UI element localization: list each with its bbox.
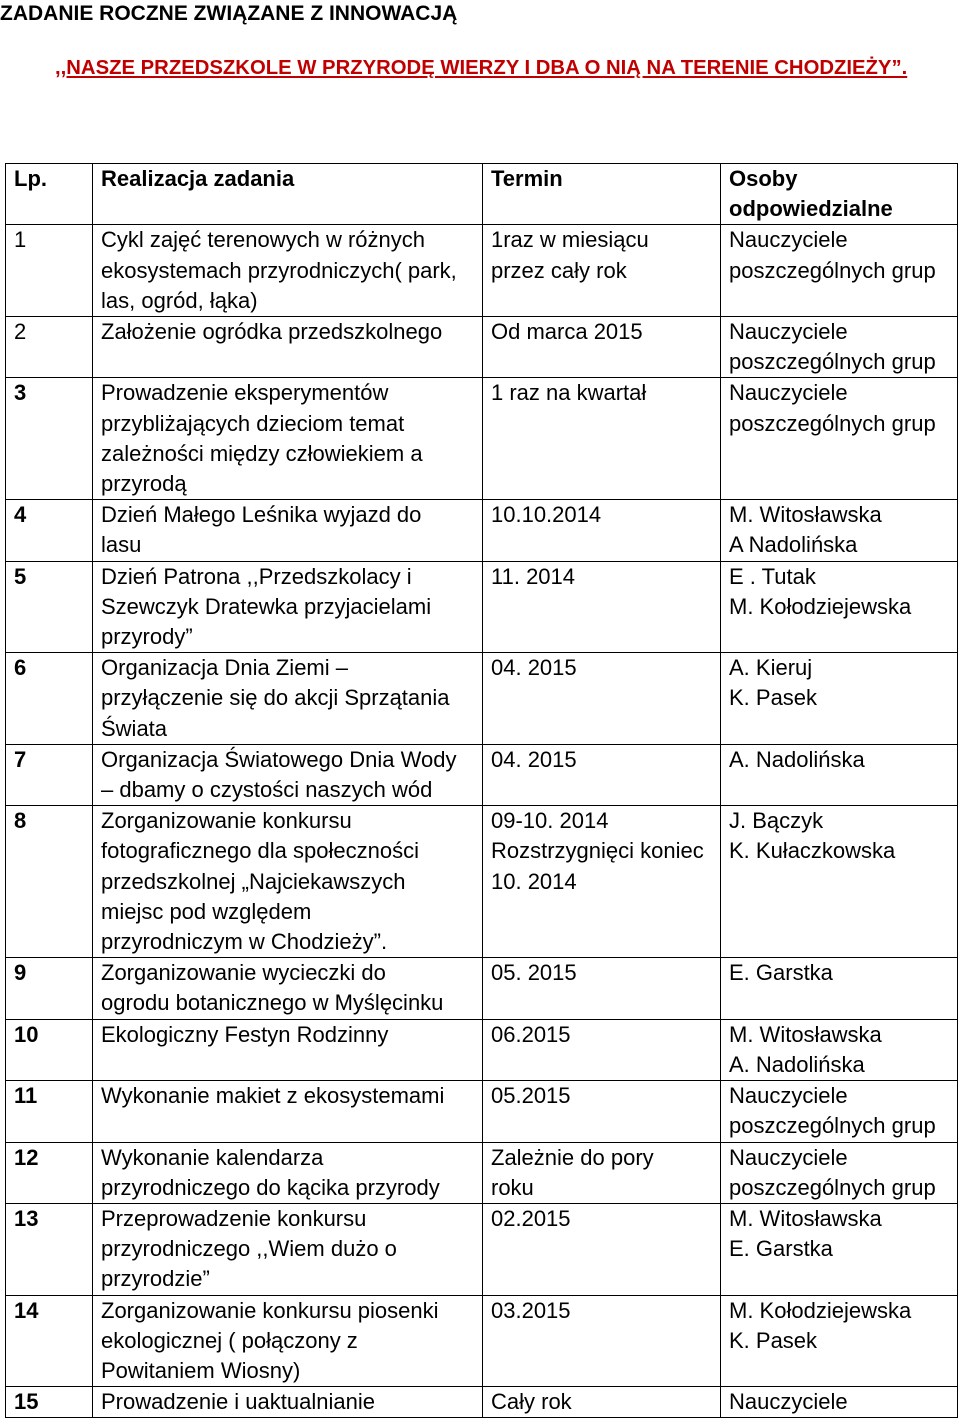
- cell-term: Od marca 2015: [483, 317, 721, 378]
- cell-term: 06.2015: [483, 1019, 721, 1080]
- cell-term: 04. 2015: [483, 744, 721, 805]
- table-row: [6, 225, 958, 317]
- document-title: ZADANIE ROCZNE ZWIĄZANE Z INNOWACJĄ: [0, 2, 458, 25]
- cell-lp: 14: [6, 1295, 93, 1387]
- cell-lp: 2: [6, 317, 93, 378]
- cell-term: 05. 2015: [483, 958, 721, 1019]
- cell-task: Organizacja Dnia Ziemi – przyłączenie się do akcji Sprzątania Świata: [93, 653, 483, 745]
- table-row: [6, 500, 958, 561]
- cell-term: Cały rok: [483, 1387, 721, 1418]
- tasks-table: [5, 163, 958, 1418]
- cell-responsible: Nauczyciele poszczególnych grup: [721, 1081, 958, 1142]
- cell-responsible: A. Nadolińska: [721, 744, 958, 805]
- table-row: [6, 317, 958, 378]
- cell-lp: 9: [6, 958, 93, 1019]
- cell-task: Dzień Patrona ,,Przedszkolacy i Szewczyk Dratewka przyjacielami przyrody”: [93, 561, 483, 653]
- cell-lp: 7: [6, 744, 93, 805]
- cell-task: Zorganizowanie wycieczki do ogrodu botanicznego w Myślęcinku: [93, 958, 483, 1019]
- cell-responsible: E. Garstka: [721, 958, 958, 1019]
- cell-term: 11. 2014: [483, 561, 721, 653]
- cell-lp: 10: [6, 1019, 93, 1080]
- cell-term: 02.2015: [483, 1203, 721, 1295]
- header-cell-task: Realizacja zadania: [93, 164, 483, 225]
- tasks-table-body: [6, 225, 958, 1418]
- document-subtitle: ,,NASZE PRZEDSZKOLE W PRZYRODĘ WIERZY I DBA O NIĄ NA TERENIE CHODZIEŻY”.: [55, 57, 908, 79]
- table-row: [6, 1142, 958, 1203]
- cell-task: Wykonanie makiet z ekosystemami: [93, 1081, 483, 1142]
- table-row: [6, 744, 958, 805]
- cell-responsible: E . Tutak M. Kołodziejewska: [721, 561, 958, 653]
- cell-lp: 1: [6, 225, 93, 317]
- cell-task: Prowadzenie i uaktualnianie: [93, 1387, 483, 1418]
- cell-responsible: M. Kołodziejewska K. Pasek: [721, 1295, 958, 1387]
- cell-task: Cykl zajęć terenowych w różnych ekosystemach przyrodniczych( park, las, ogród, łąka): [93, 225, 483, 317]
- table-row: [6, 1019, 958, 1080]
- cell-task: Organizacja Światowego Dnia Wody – dbamy o czystości naszych wód: [93, 744, 483, 805]
- cell-task: Przeprowadzenie konkursu przyrodniczego ,,Wiem dużo o przyrodzie”: [93, 1203, 483, 1295]
- cell-term: 05.2015: [483, 1081, 721, 1142]
- cell-responsible: Nauczyciele poszczególnych grup: [721, 378, 958, 500]
- cell-lp: 4: [6, 500, 93, 561]
- table-header-row: [6, 164, 958, 225]
- header-cell-responsible: Osoby odpowiedzialne: [721, 164, 958, 225]
- cell-lp: 12: [6, 1142, 93, 1203]
- cell-responsible: M. Witosławska A Nadolińska: [721, 500, 958, 561]
- cell-task: Ekologiczny Festyn Rodzinny: [93, 1019, 483, 1080]
- table-row: [6, 1387, 958, 1418]
- table-row: [6, 1203, 958, 1295]
- table-row: [6, 806, 958, 958]
- header-cell-lp: Lp.: [6, 164, 93, 225]
- cell-responsible: M. Witosławska A. Nadolińska: [721, 1019, 958, 1080]
- table-row: [6, 958, 958, 1019]
- table-row: [6, 378, 958, 500]
- cell-lp: 5: [6, 561, 93, 653]
- cell-lp: 15: [6, 1387, 93, 1418]
- cell-responsible: Nauczyciele poszczególnych grup: [721, 225, 958, 317]
- cell-lp: 13: [6, 1203, 93, 1295]
- cell-responsible: J. Bączyk K. Kułaczkowska: [721, 806, 958, 958]
- cell-lp: 11: [6, 1081, 93, 1142]
- cell-lp: 8: [6, 806, 93, 958]
- cell-term: 1raz w miesiącu przez cały rok: [483, 225, 721, 317]
- cell-lp: 6: [6, 653, 93, 745]
- table-row: [6, 1295, 958, 1387]
- cell-task: Zorganizowanie konkursu piosenki ekologicznej ( połączony z Powitaniem Wiosny): [93, 1295, 483, 1387]
- cell-term: 1 raz na kwartał: [483, 378, 721, 500]
- cell-term: 03.2015: [483, 1295, 721, 1387]
- cell-responsible: M. Witosławska E. Garstka: [721, 1203, 958, 1295]
- cell-responsible: A. Kieruj K. Pasek: [721, 653, 958, 745]
- cell-responsible: Nauczyciele poszczególnych grup: [721, 1142, 958, 1203]
- header-cell-term: Termin: [483, 164, 721, 225]
- cell-responsible: Nauczyciele: [721, 1387, 958, 1418]
- cell-term: Zależnie do pory roku: [483, 1142, 721, 1203]
- table-row: [6, 653, 958, 745]
- cell-term: 09-10. 2014 Rozstrzygnięci koniec 10. 2014: [483, 806, 721, 958]
- table-row: [6, 561, 958, 653]
- cell-task: Dzień Małego Leśnika wyjazd do lasu: [93, 500, 483, 561]
- cell-task: Zorganizowanie konkursu fotograficznego dla społeczności przedszkolnej „Najciekawszych miejsc pod względem przyrodniczym w Chodzieży”.: [93, 806, 483, 958]
- cell-responsible: Nauczyciele poszczególnych grup: [721, 317, 958, 378]
- cell-task: Wykonanie kalendarza przyrodniczego do kącika przyrody: [93, 1142, 483, 1203]
- cell-term: 10.10.2014: [483, 500, 721, 561]
- cell-term: 04. 2015: [483, 653, 721, 745]
- cell-task: Założenie ogródka przedszkolnego: [93, 317, 483, 378]
- cell-lp: 3: [6, 378, 93, 500]
- cell-task: Prowadzenie eksperymentów przybliżających dzieciom temat zależności między człowiekiem a przyrodą: [93, 378, 483, 500]
- tasks-table-head: [6, 164, 958, 225]
- table-row: [6, 1081, 958, 1142]
